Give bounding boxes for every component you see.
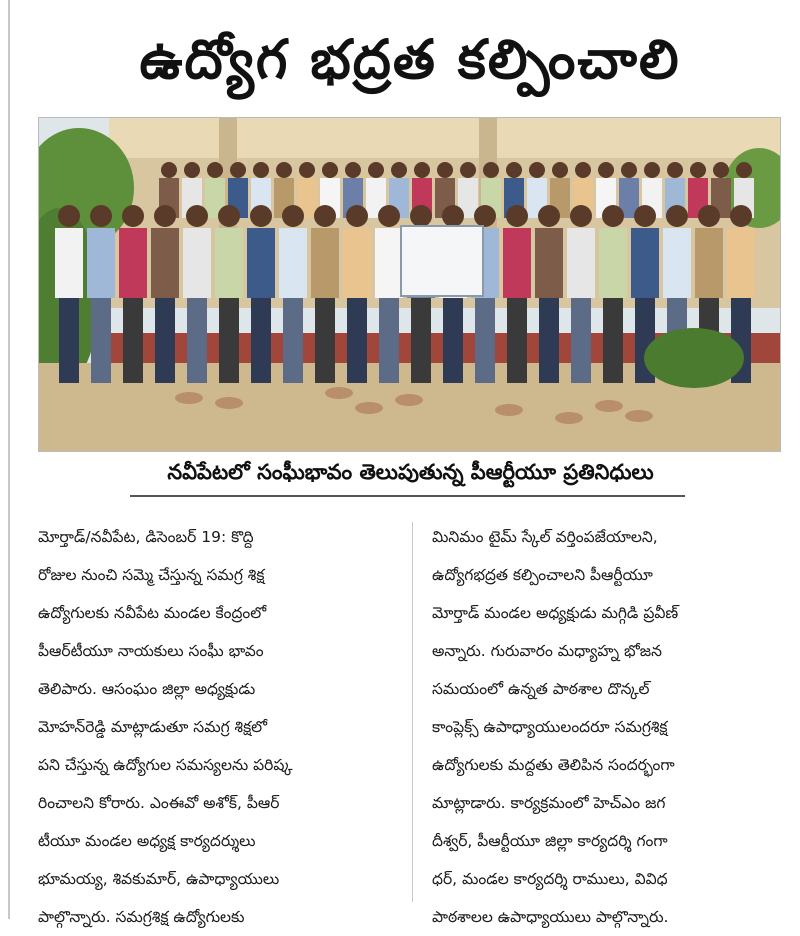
person-figure <box>215 205 243 383</box>
article-line: పని చేస్తున్న ఉద్యోగుల సమస్యలను పరిష్క <box>38 756 293 774</box>
group-photo-illustration <box>39 118 780 451</box>
ground-stone <box>355 402 383 414</box>
article-line: అన్నారు. గురువారం మధ్యాహ్న భోజన <box>432 642 662 660</box>
photo-caption: నవీపేటలో సంఘీభావం తెలుపుతున్న పీఆర్టీయూ ప్రతినిధులు <box>167 460 654 484</box>
person-figure <box>183 205 211 383</box>
column-divider <box>412 522 413 902</box>
person-figure <box>311 205 339 383</box>
article-line: మోర్తాడ్‌/నవీపేట, డిసెంబర్‌ 19: కొద్ది <box>38 528 254 546</box>
article-line: పీఆర్‌టీయూ నాయకులు సంఘీ భావం <box>38 642 264 660</box>
ground-stone <box>625 410 653 422</box>
person-figure <box>535 205 563 383</box>
ground-stone <box>325 387 353 399</box>
article-line: సమయంలో ఉన్నత పాఠశాల దొన్కల్‌ <box>432 680 650 698</box>
page-edge-rule <box>8 0 10 919</box>
person-figure <box>599 205 627 383</box>
ground-stone <box>495 404 523 416</box>
headline: ఉద్యోగ భద్రత కల్పించాలి <box>139 28 681 91</box>
bush <box>644 328 744 388</box>
article-line: భూమయ్య, శివకుమార్‌, ఉపాధ్యాయులు <box>38 870 280 888</box>
person-figure <box>119 205 147 383</box>
article-line: తెలిపారు. ఆసంఘం జిల్లా అధ్యక్షుడు <box>38 680 256 698</box>
article-line: దీశ్వర్‌, పీఆర్టీయూ జిల్లా కార్యదర్శి గంగా <box>432 832 668 850</box>
ground-stone <box>595 400 623 412</box>
person-figure <box>375 205 403 383</box>
caption-underline <box>130 495 685 497</box>
person-figure <box>279 205 307 383</box>
article-line: మాట్లాడారు. కార్యక్రమంలో హెచ్‌ఎం జగ <box>432 794 666 812</box>
article-line: రోజుల నుంచి సమ్మె చేస్తున్న సమగ్ర శిక్ష <box>38 566 265 584</box>
ground-stone <box>555 412 583 424</box>
article-column-left <box>38 518 390 936</box>
article-line: ఉద్యోగులకు నవీపేట మండల కేంద్రంలో <box>38 604 267 622</box>
article-line: టీయూ మండల అధ్యక్ష కార్యదర్శులు <box>38 832 256 850</box>
person-figure <box>567 205 595 383</box>
article-line: రించాలని కోరారు. ఎంఈవో అశోక్‌, పీఆర్‌ <box>38 794 280 812</box>
person-figure <box>87 205 115 383</box>
article-line: ఉద్యోగులకు మద్దతు తెలిపిన సందర్భంగా <box>432 756 675 774</box>
article-line: కాంప్లెక్స్‌ ఉపాధ్యాయులందరూ సమగ్రశిక్ష <box>432 718 668 736</box>
article-column-right <box>432 518 784 936</box>
person-figure <box>503 205 531 383</box>
article-line: మోర్తాడ్‌ మండల అధ్యక్షుడు మగ్గిడి ప్రవీణ్‌ <box>432 604 679 622</box>
article-line: పాఠశాలల ఉపాధ్యాయులు పాల్గొన్నారు. <box>432 908 669 926</box>
ground-stone <box>395 394 423 406</box>
ground-stone <box>175 392 203 404</box>
person-figure <box>247 205 275 383</box>
person-figure <box>151 205 179 383</box>
person-figure <box>343 205 371 383</box>
news-photo <box>38 117 781 452</box>
ground-stone <box>215 397 243 409</box>
placard <box>401 226 483 296</box>
article-line: ధర్‌, మండల కార్యదర్శి రాములు, వివిధ <box>432 870 668 888</box>
article-line: మోహన్‌రెడ్డి మాట్లాడుతూ సమగ్ర శిక్షలో <box>38 718 268 736</box>
person-figure <box>55 205 83 383</box>
person-figure <box>619 162 639 218</box>
article-line: పాల్గొన్నారు. సమగ్రశిక్ష ఉద్యోగులకు <box>38 908 245 926</box>
building-roof <box>109 118 780 158</box>
article-line: మినిమం టైమ్‌ స్కేల్‌ వర్తింపజేయాలని, <box>432 528 658 546</box>
article-line: ఉద్యోగభద్రత కల్పించాలని పీఆర్టీయూ <box>432 566 653 584</box>
